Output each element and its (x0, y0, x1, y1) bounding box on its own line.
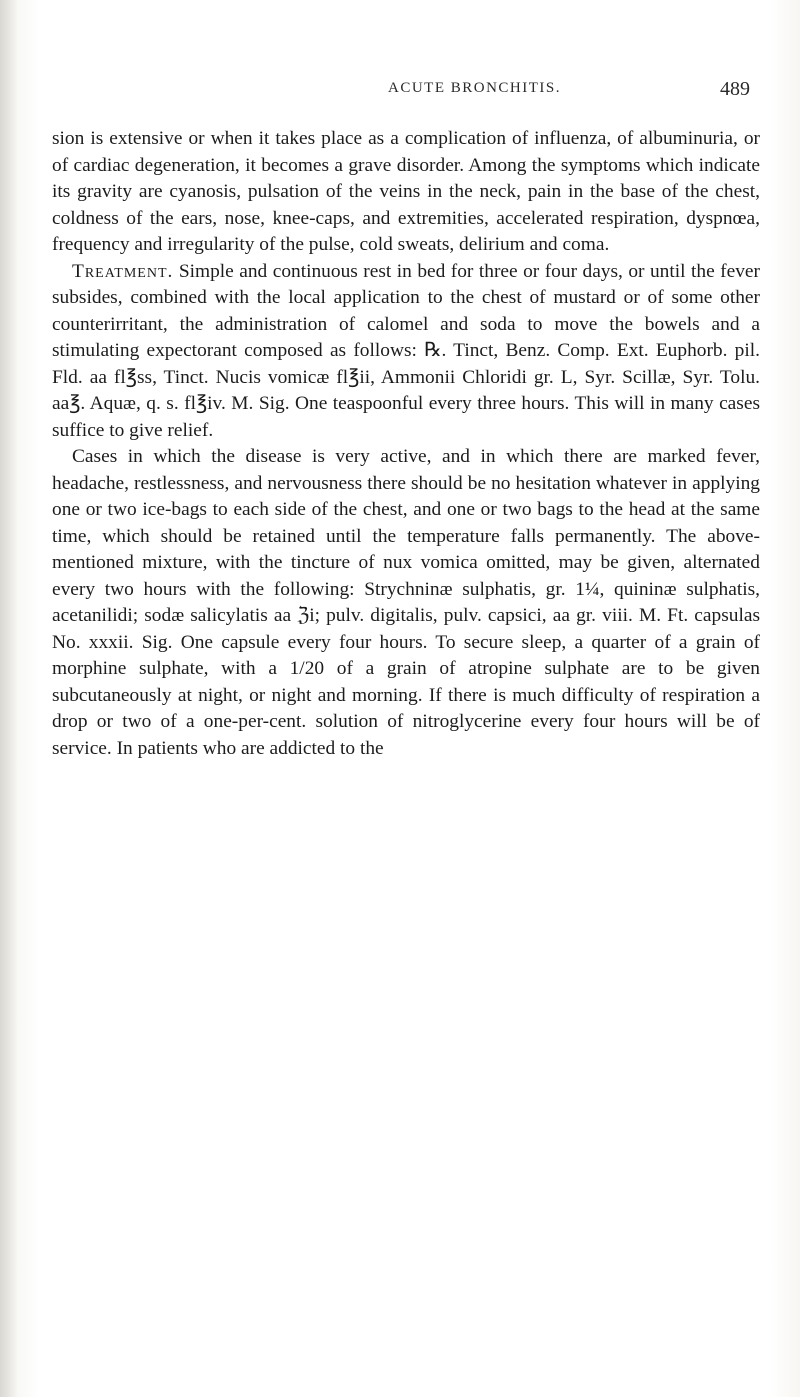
paragraph-treatment (52, 259, 760, 445)
paragraph-continuation: sion is extensive or when it takes place as a complication of influenza, of albuminuria, or of cardiac degeneration, it becomes a grave disorder. Among the symptoms which indicate its gravity are cyanosis, pulsation of the veins in the neck, pain in the base of the chest, coldness of the ears, nose, knee-caps, and extremities, accelerated respiration, dyspnœa, frequency and irregularity of the pulse, cold sweats, delirium and coma. (52, 128, 760, 255)
paragraph-active-cases: Cases in which the disease is very active, and in which there are marked fever, headache, restlessness, and nervousness there should be no hesitation whatever in applying one or two ice-bags to each side of the chest, and one or two bags to the head at the same time, which should be retained until the temperature falls permanently. The above-mentioned mixture, with the tincture of nux vomica omitted, may be given, alternated every two hours with the following: Strychninæ sulphatis, gr. 1¼, quininæ sulphatis, acetanilidi; sodæ salicylatis aa ℨi; pulv. digitalis, pulv. capsici, aa gr. viii. M. Ft. capsulas No. xxxii. Sig. One capsule every four hours. To secure sleep, a quarter of a grain of morphine sulphate, with a 1/20 of a grain of atropine sulphate are to be given subcutaneously at night, or night and morning. If there is much difficulty of respiration a drop or two of a one-per-cent. solution of nitroglycerine every four hours will be of service. In patients who are addicted to the (52, 446, 760, 759)
page-number: 489 (720, 78, 750, 100)
treatment-text: Simple and continuous rest in bed for three or four days, or until the fever subsides, combined with the local application to the chest of mustard or of some other counterirritant, the administration of calomel and soda to move the bowels and a stimulating expectorant composed as follows: ℞. Tinct, Benz. Comp. Ext. Euphorb. pil. Fld. aa fl℥ss, Tinct. Nucis vomicæ fl℥ii, Ammonii Chloridi gr. L, Syr. Scillæ, Syr. Tolu. aa℥. Aquæ, q. s. fl℥iv. M. Sig. One teaspoonful every three hours. This will in many cases suffice to give relief. (52, 260, 760, 441)
body-text (52, 126, 760, 762)
page-gutter-shadow (0, 0, 18, 1397)
running-head (0, 80, 800, 110)
running-head-title: ACUTE BRONCHITIS. (388, 80, 562, 96)
treatment-heading: Treatment. (72, 260, 174, 282)
